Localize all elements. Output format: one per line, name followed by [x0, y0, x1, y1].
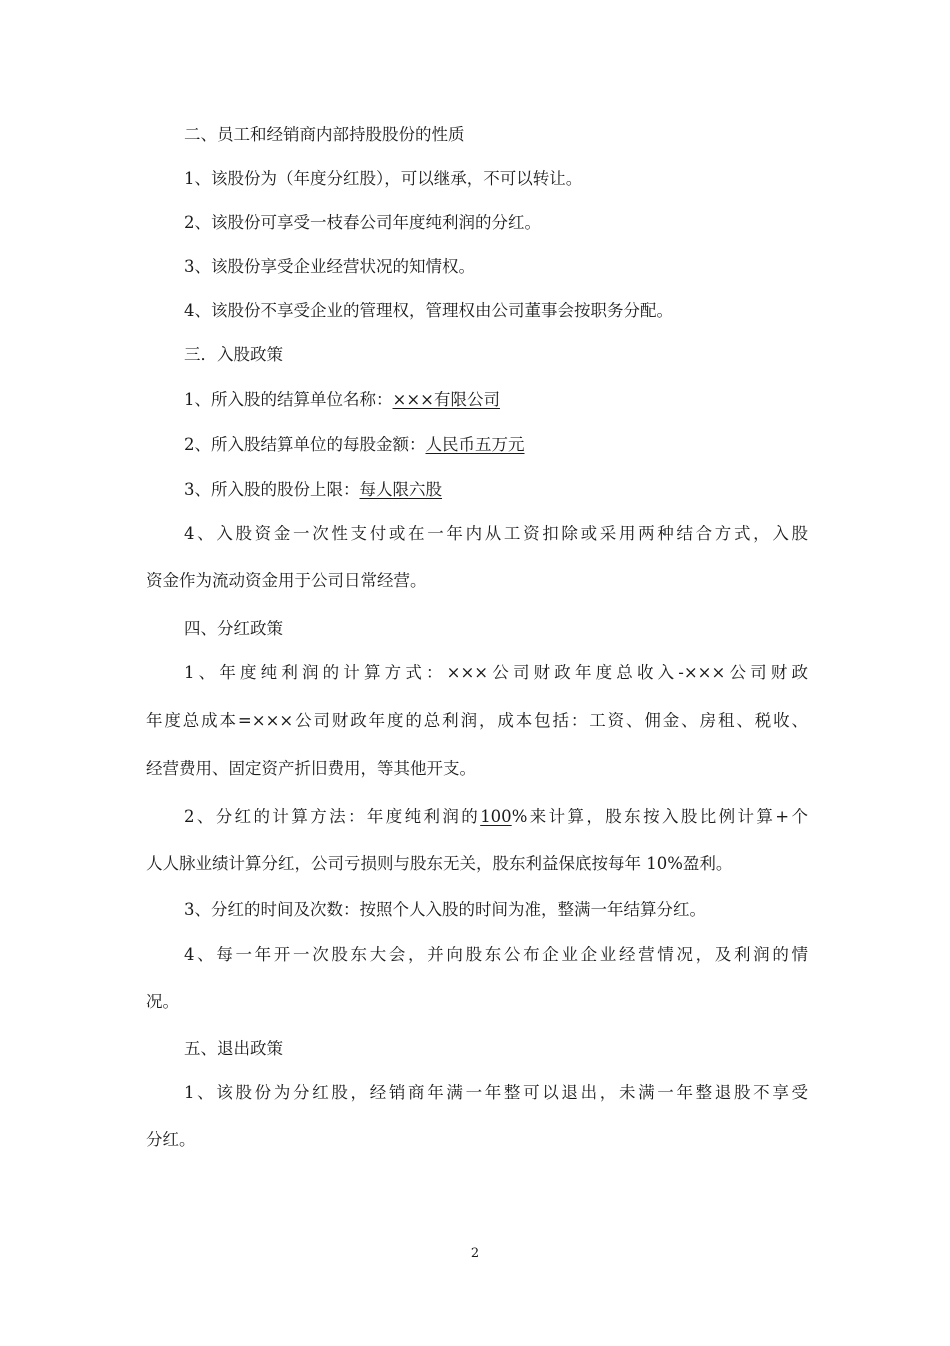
paragraph-continuation: 资金作为流动资金用于公司日常经营。 — [146, 571, 427, 590]
item-value: ×××有限公司 — [392, 390, 500, 409]
paragraph — [184, 795, 808, 839]
paragraph: 4、每一年开一次股东大会，并向股东公布企业企业经营情况，及利润的情 — [184, 945, 808, 964]
paragraph-continuation: 人人脉业绩计算分红，公司亏损则与股东无关，股东利益保底按每年 10%盈利。 — [146, 854, 733, 873]
paragraph-continuation: 况。 — [146, 992, 179, 1011]
section-heading-5: 五、退出政策 — [184, 1039, 283, 1058]
section-heading-2: 二、员工和经销商内部持股股份的性质 — [184, 125, 465, 144]
section-heading-3: 三．入股政策 — [184, 345, 283, 364]
text-run: 2、分红的计算方法：年度纯利润的 — [184, 807, 481, 826]
paragraph-continuation: 年度总成本=×××公司财政年度的总利润，成本包括：工资、佣金、房租、税收、 — [146, 711, 808, 730]
paragraph — [184, 378, 808, 422]
item-value: 人民币五万元 — [425, 435, 525, 454]
paragraph — [184, 468, 808, 512]
paragraph: 3、该股份享受企业经营状况的知情权。 — [184, 257, 475, 276]
item-label: 1、所入股的结算单位名称： — [184, 390, 393, 409]
text-run: %来计算，股东按入股比例计算+个 — [511, 807, 808, 826]
paragraph-continuation: 分红。 — [146, 1130, 196, 1149]
item-label: 3、所入股的股份上限： — [184, 480, 360, 499]
paragraph-continuation: 经营费用、固定资产折旧费用，等其他开支。 — [146, 759, 476, 778]
page-number: 2 — [470, 1246, 480, 1261]
paragraph: 4、入股资金一次性支付或在一年内从工资扣除或采用两种结合方式，入股 — [184, 524, 808, 543]
paragraph: 2、该股份可享受一枝春公司年度纯利润的分红。 — [184, 213, 541, 232]
paragraph — [184, 423, 808, 467]
section-heading-4: 四、分红政策 — [184, 619, 283, 638]
paragraph: 1、年度纯利润的计算方式：×××公司财政年度总收入-×××公司财政 — [184, 663, 808, 682]
item-label: 2、所入股结算单位的每股金额： — [184, 435, 426, 454]
paragraph: 1、该股份为分红股，经销商年满一年整可以退出，未满一年整退股不享受 — [184, 1083, 808, 1102]
paragraph: 3、分红的时间及次数：按照个人入股的时间为准，整满一年结算分红。 — [184, 900, 706, 919]
item-value: 每人限六股 — [359, 480, 442, 499]
percent-value: 100 — [480, 807, 512, 826]
paragraph: 1、该股份为（年度分红股），可以继承，不可以转让。 — [184, 169, 583, 188]
paragraph: 4、该股份不享受企业的管理权，管理权由公司董事会按职务分配。 — [184, 301, 673, 320]
